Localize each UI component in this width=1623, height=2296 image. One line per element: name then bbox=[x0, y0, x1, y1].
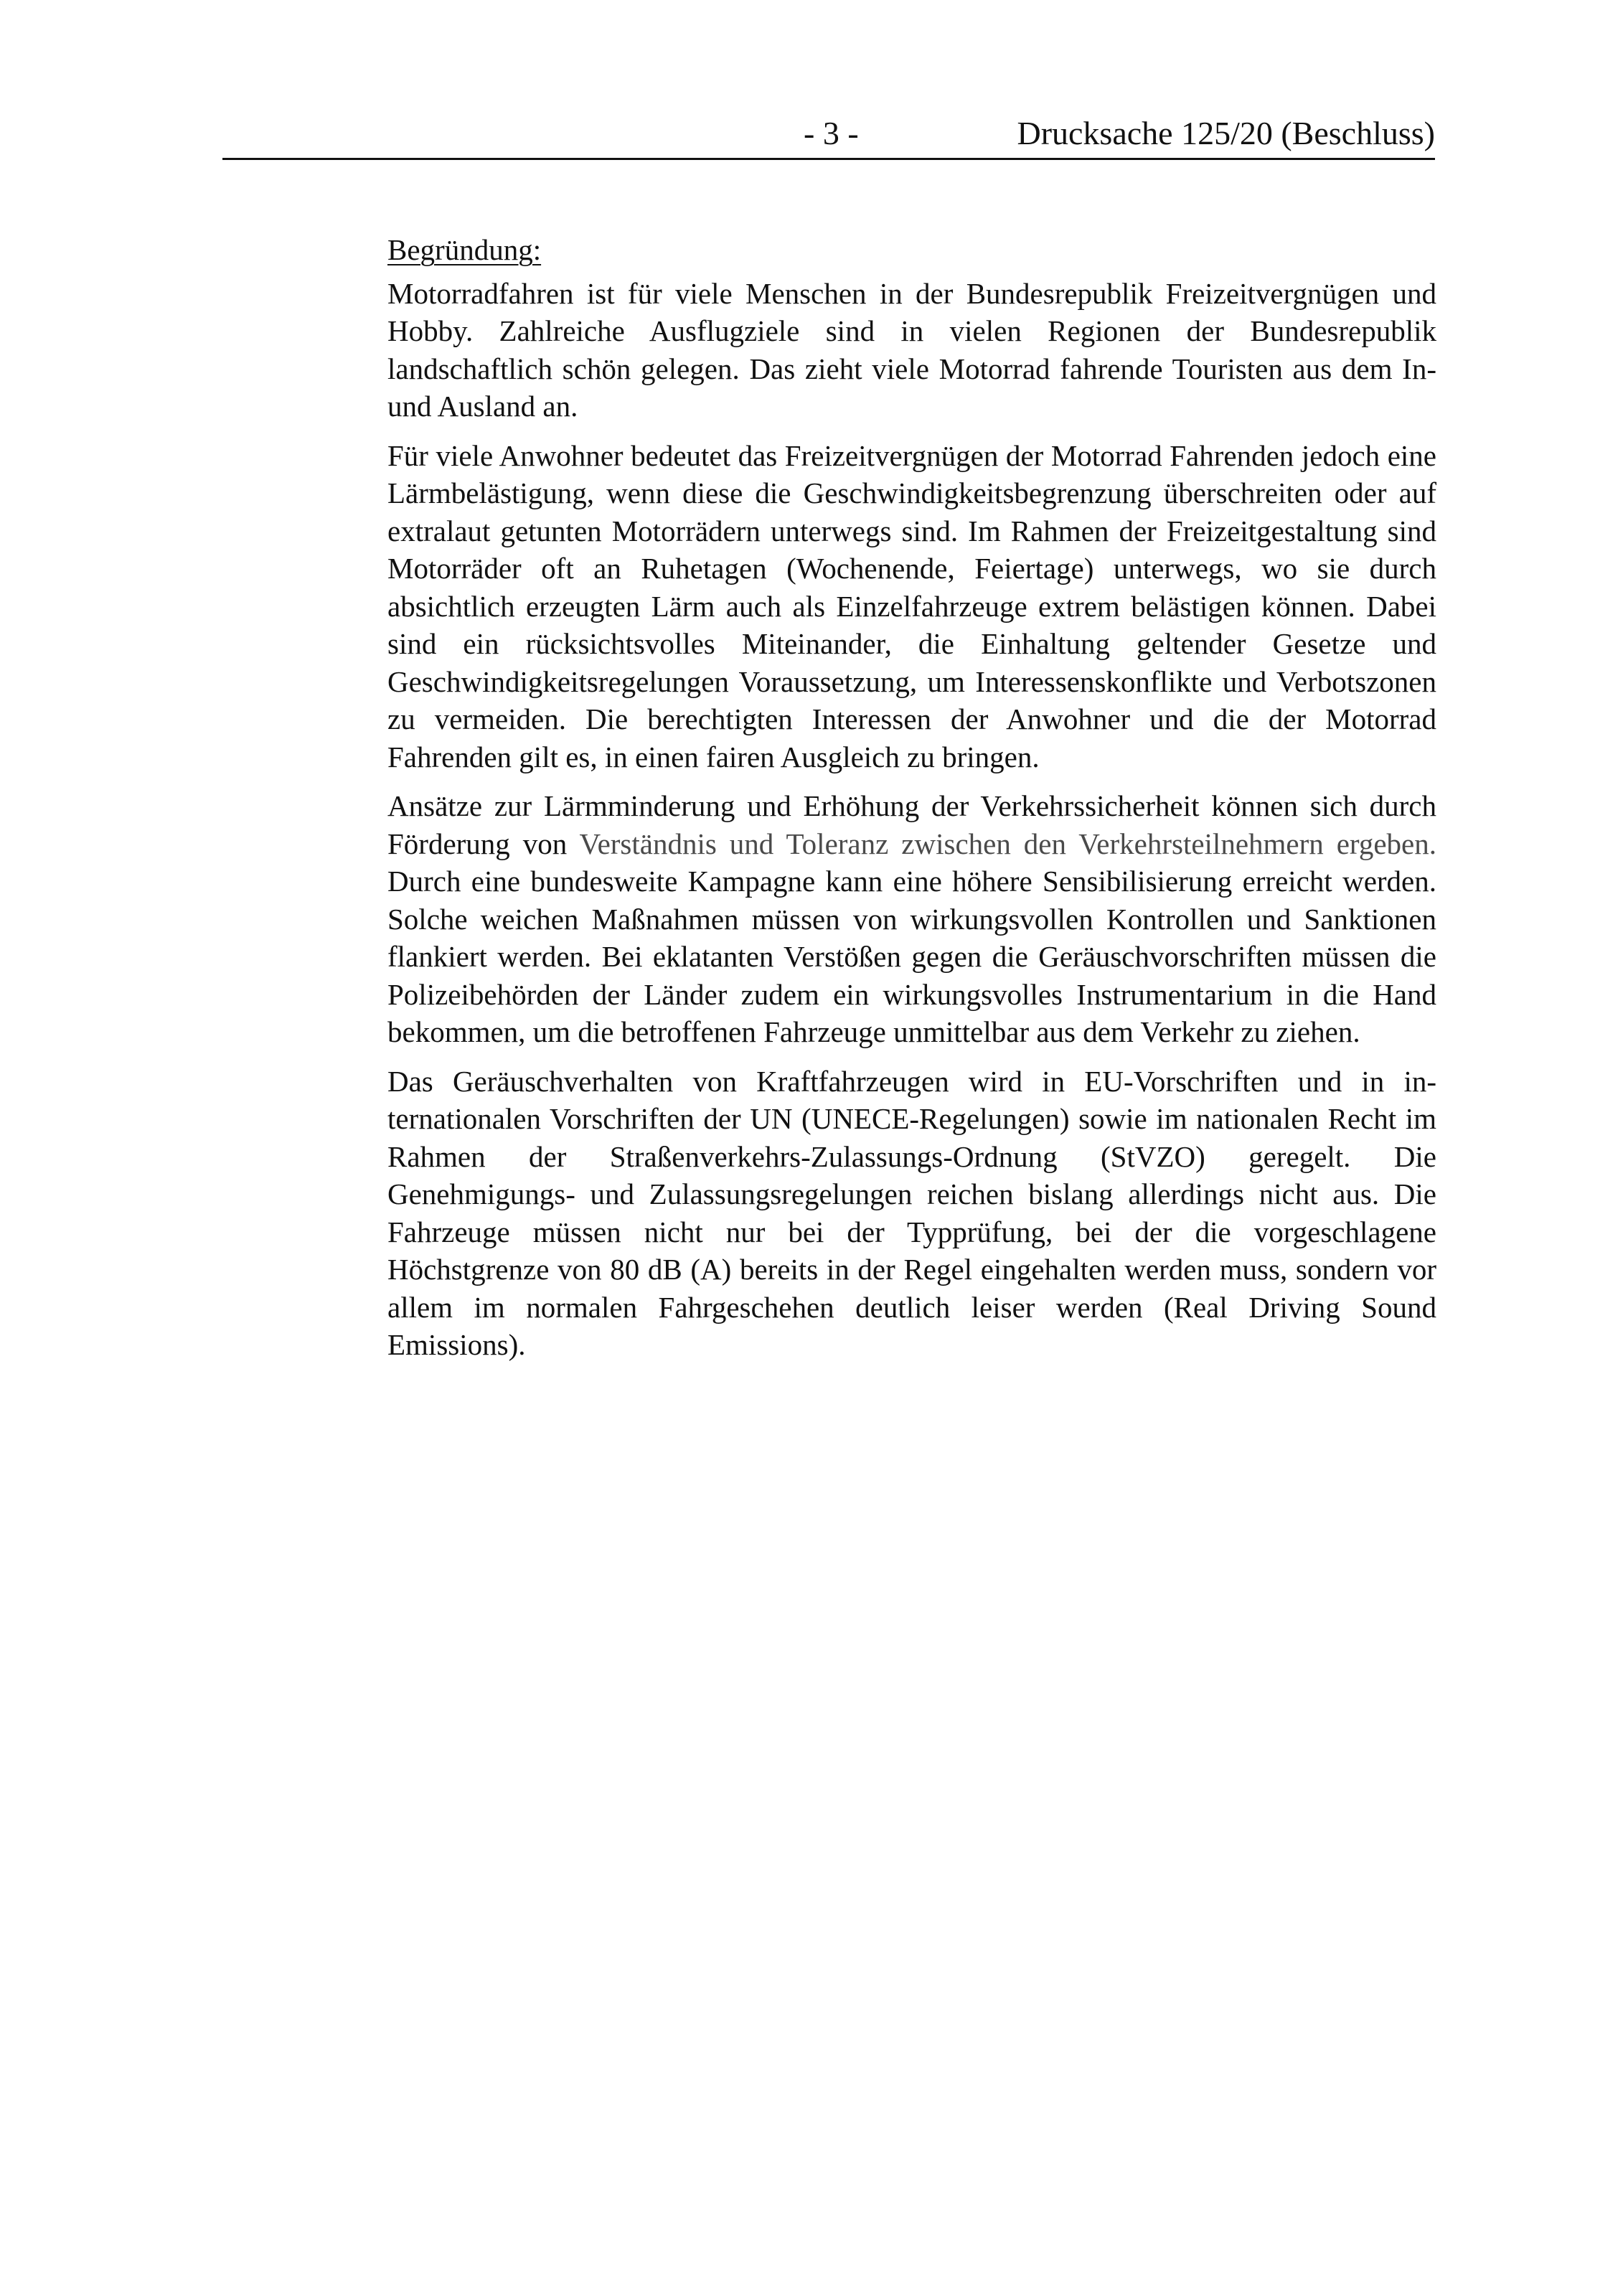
paragraph-1: Motorradfahren ist für viele Menschen in der Bundesrepublik Freizeitvergnügen und Hobby. Zahlreiche Ausflugziele sind in vielen Regionen der Bundesrepublik landschaftlich schön gelegen. Das zieht viele Motorrad fahrende Touristen aus dem In- und Ausland an. bbox=[387, 276, 1436, 423]
paragraph-4: Das Geräuschverhalten von Kraftfahrzeugen wird in EU-Vorschriften und in internationalen Vorschriften der UN (UNECE-Regelungen) sowie im nationalen Recht im Rahmen der Straßenverkehrs-Zulassungs-Ordnung (StVZO) geregelt. Die Genehmigungs- und Zulassungsregelungen reichen bislang allerdings nicht aus. Die Fahrzeuge müssen nicht nur bei der Typprüfung, bei der die vorgeschlagene Höchstgrenze von 80 dB (A) bereits in der Regel eingehalten werden muss, sondern vor allem im normalen Fahrgeschehen deutlich leiser werden (Real Driving Sound Emissions). bbox=[387, 1064, 1436, 1361]
paragraph-3-highlight: Verständnis und Toleranz zwischen den Verkehrsteilnehmern ergeben. bbox=[579, 827, 1436, 860]
section-heading: Begründung: bbox=[387, 233, 542, 266]
page-header bbox=[222, 113, 1435, 155]
paragraph-3 bbox=[387, 787, 1436, 1051]
paragraph-3-part-3: Durch eine bundesweite Kampagne kann eine höhere Sensibilisierung erreicht werden. Solche weichen Maßnahmen müssen von wirkungsvollen Kontrollen und Sanktionen flankiert werden. Bei eklatanten Verstößen gegen die Geräuschvorschriften müssen die Polizeibehörden der Länder zudem ein wirkungsvolles Instrumentarium in die Hand bekommen, um die betroffenen Fahrzeuge unmittelbar aus dem Verkehr zu ziehen. bbox=[387, 865, 1436, 1048]
paragraph-2: Für viele Anwohner bedeutet das Freizeitvergnügen der Motorrad Fahrenden jedoch eine Lärmbelästigung, wenn diese die Geschwindigkeitsbegrenzung überschreiten oder auf extralaut getunten Motorrädern unterwegs sind. Im Rahmen der Freizeitgestaltung sind Motorräder oft an Ruhetagen (Wochenende, Feiertage) unterwegs, wo sie durch absichtlich erzeugten Lärm auch als Einzelfahrzeuge extrem belästigen können. Dabei sind ein rücksichtsvolles Miteinander, die Einhaltung geltender Gesetze und Geschwindigkeitsregelungen Voraussetzung, um Interessenskonflikte und Verbotszonen zu vermeiden. Die berechtigten Interessen der Anwohner und die der Motorrad Fahrenden gilt es, in einen fairen Ausgleich zu bringen. bbox=[387, 438, 1436, 773]
document-body bbox=[387, 231, 1436, 1375]
document-reference: Drucksache 125/20 (Beschluss) bbox=[1017, 115, 1435, 151]
header-divider bbox=[222, 158, 1435, 160]
paragraph-3-part-1: Ansätze zur Lärmminderung und Erhöhung der Verkehrssicherheit können sich durch Förderung von bbox=[387, 789, 1436, 860]
page-number: - 3 - bbox=[804, 115, 859, 151]
